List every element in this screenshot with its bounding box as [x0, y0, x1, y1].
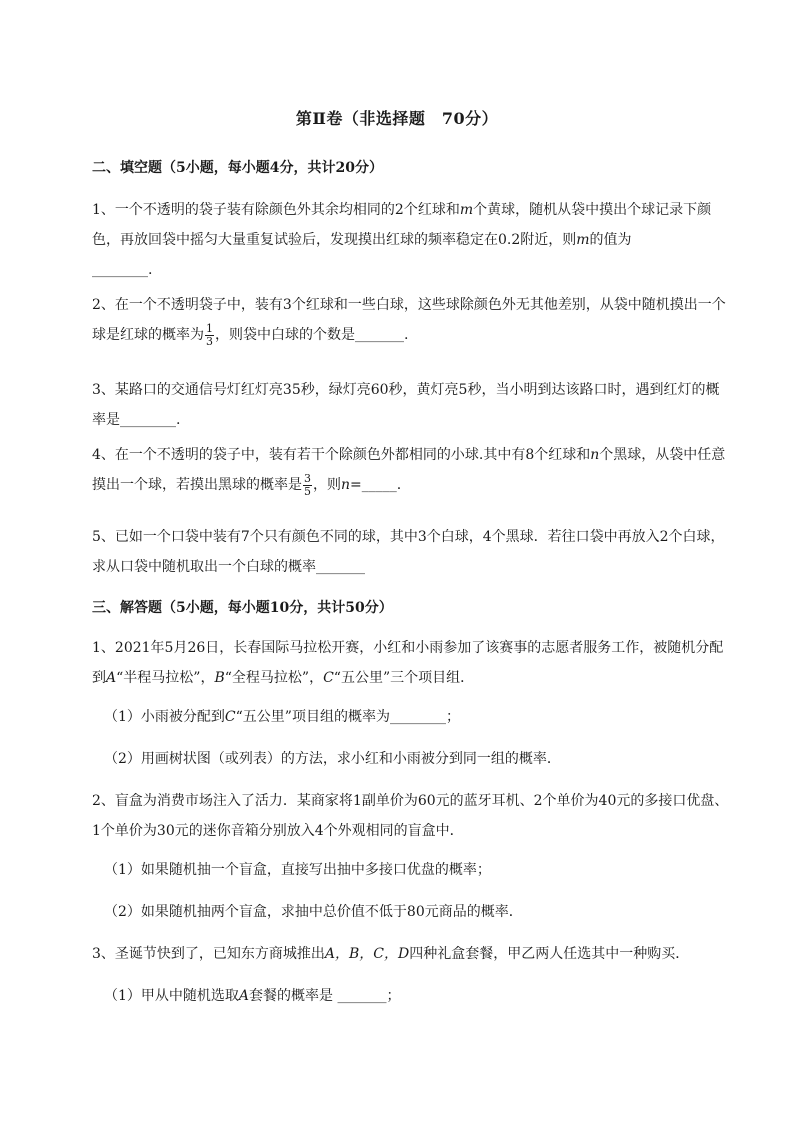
text: “半程马拉松”，: [116, 670, 215, 686]
text: （1）甲从中随机选取: [104, 988, 239, 1004]
text: 1、一个不透明的袋子装有除颜色外其余均相同的2个红球和: [92, 202, 460, 218]
variable: A: [238, 988, 250, 1004]
text: 5、已如一个口袋中装有7个只有颜色不同的球，其中3个白球，4个黑球．若往口袋中再放入2个白球，求从口袋中随机取出一个白球的概率: [92, 529, 725, 575]
answer-blank[interactable]: _______: [316, 559, 365, 575]
question-3-1-part2: （2）用画树状图（或列表）的方法，求小红和小雨被分到同一组的概率．: [104, 751, 561, 767]
text: 的值为: [589, 232, 632, 248]
text: “五公里”三个项目组．: [333, 670, 475, 686]
text: 四种礼盒套餐，甲乙两人任选其中一种购买．: [409, 946, 690, 962]
answer-blank[interactable]: ________.: [92, 262, 153, 278]
variable: n: [341, 477, 351, 493]
answer-blank[interactable]: ________: [389, 709, 446, 725]
text: 3、圣诞节快到了，已知东方商城推出: [92, 946, 325, 962]
question-3-2-part2: （2）如果随机抽两个盲盒，求抽中总价值不低于80元商品的概率．: [104, 904, 523, 920]
question-3-2: 2、盲盒为消费市场注入了活力．某商家将1副单价为60元的蓝牙耳机、2个单价为40元的多接口优盘、1个单价为30元的迷你音箱分别放入4个外观相同的盲盒中．: [92, 793, 729, 839]
text: ，则袋中白球的个数是: [215, 327, 355, 343]
answer-blank[interactable]: _______.: [355, 327, 409, 343]
question-2-2: [92, 290, 732, 350]
text: 2、在一个不透明袋子中，装有3个红球和一些白球，这些球除颜色外无其他差别，从袋中随机摸出一个球是红球的概率为: [92, 297, 726, 343]
answer-blank[interactable]: ________.: [120, 412, 181, 428]
question-3-3: [92, 939, 732, 969]
question-2-1: [92, 195, 732, 285]
variable: C: [224, 709, 236, 725]
variable: m: [459, 202, 474, 218]
denominator: 5: [304, 484, 311, 498]
variable: m: [576, 232, 590, 248]
question-2-3: [92, 375, 732, 435]
denominator: 3: [206, 334, 213, 348]
answer-blank[interactable]: _____.: [361, 477, 402, 493]
variable: A: [106, 670, 117, 686]
variable-list: A，B，C，D: [324, 946, 410, 962]
variable: n: [590, 447, 600, 463]
variable: B: [214, 670, 225, 686]
text: ，则: [313, 477, 341, 493]
question-3-1: [92, 633, 732, 693]
fraction: [205, 323, 214, 348]
text: 1、2021年5月26日，长春国际马拉松开赛，小红和小雨参加了该赛事的志愿者服务工作，被随机分配到: [92, 640, 724, 686]
text: 套餐的概率是: [249, 988, 338, 1004]
text: ；: [386, 988, 401, 1004]
question-2-5: [92, 522, 732, 582]
question-2-4: [92, 440, 732, 500]
question-3-1-part1: [104, 702, 744, 732]
text: ；: [445, 709, 460, 725]
numerator: 3: [304, 471, 311, 485]
question-3-3-part1: [104, 981, 744, 1011]
answer-blank[interactable]: _______: [337, 988, 387, 1004]
section-heading-fill-in: 二、填空题（5小题，每小题4分，共计20分）: [92, 160, 383, 176]
text: 个黄球，随机从袋中摸出个球记录下颜色，再放回袋中摇匀大量重复试验后，发现摸出红球的频率稳定在0.2附近，则: [92, 202, 712, 248]
text: 4、在一个不透明的袋子中，装有若干个除颜色外都相同的小球.其中有8个红球和: [92, 447, 591, 463]
text: =: [350, 477, 362, 493]
section-heading-answer: 三、解答题（5小题，每小题10分，共计50分）: [92, 600, 393, 616]
question-3-2-part1: （1）如果随机抽一个盲盒，直接写出抽中多接口优盘的概率；: [104, 862, 491, 878]
text: 3、某路口的交通信号灯红灯亮35秒，绿灯亮60秒，黄灯亮5秒，当小明到达该路口时，遇到红灯的概率是: [92, 382, 720, 428]
text: “全程马拉松”，: [224, 670, 324, 686]
variable: C: [323, 670, 334, 686]
page-title: 第Ⅱ卷（非选择题 70分）: [295, 109, 499, 128]
text: “五公里”项目组的概率为: [235, 709, 390, 725]
text: （1）小雨被分配到: [104, 709, 225, 725]
numerator: 1: [206, 321, 213, 335]
fraction: [303, 473, 312, 498]
text: 个黑球，从袋中任意摸出一个球，若摸出黑球的概率是: [92, 447, 726, 493]
